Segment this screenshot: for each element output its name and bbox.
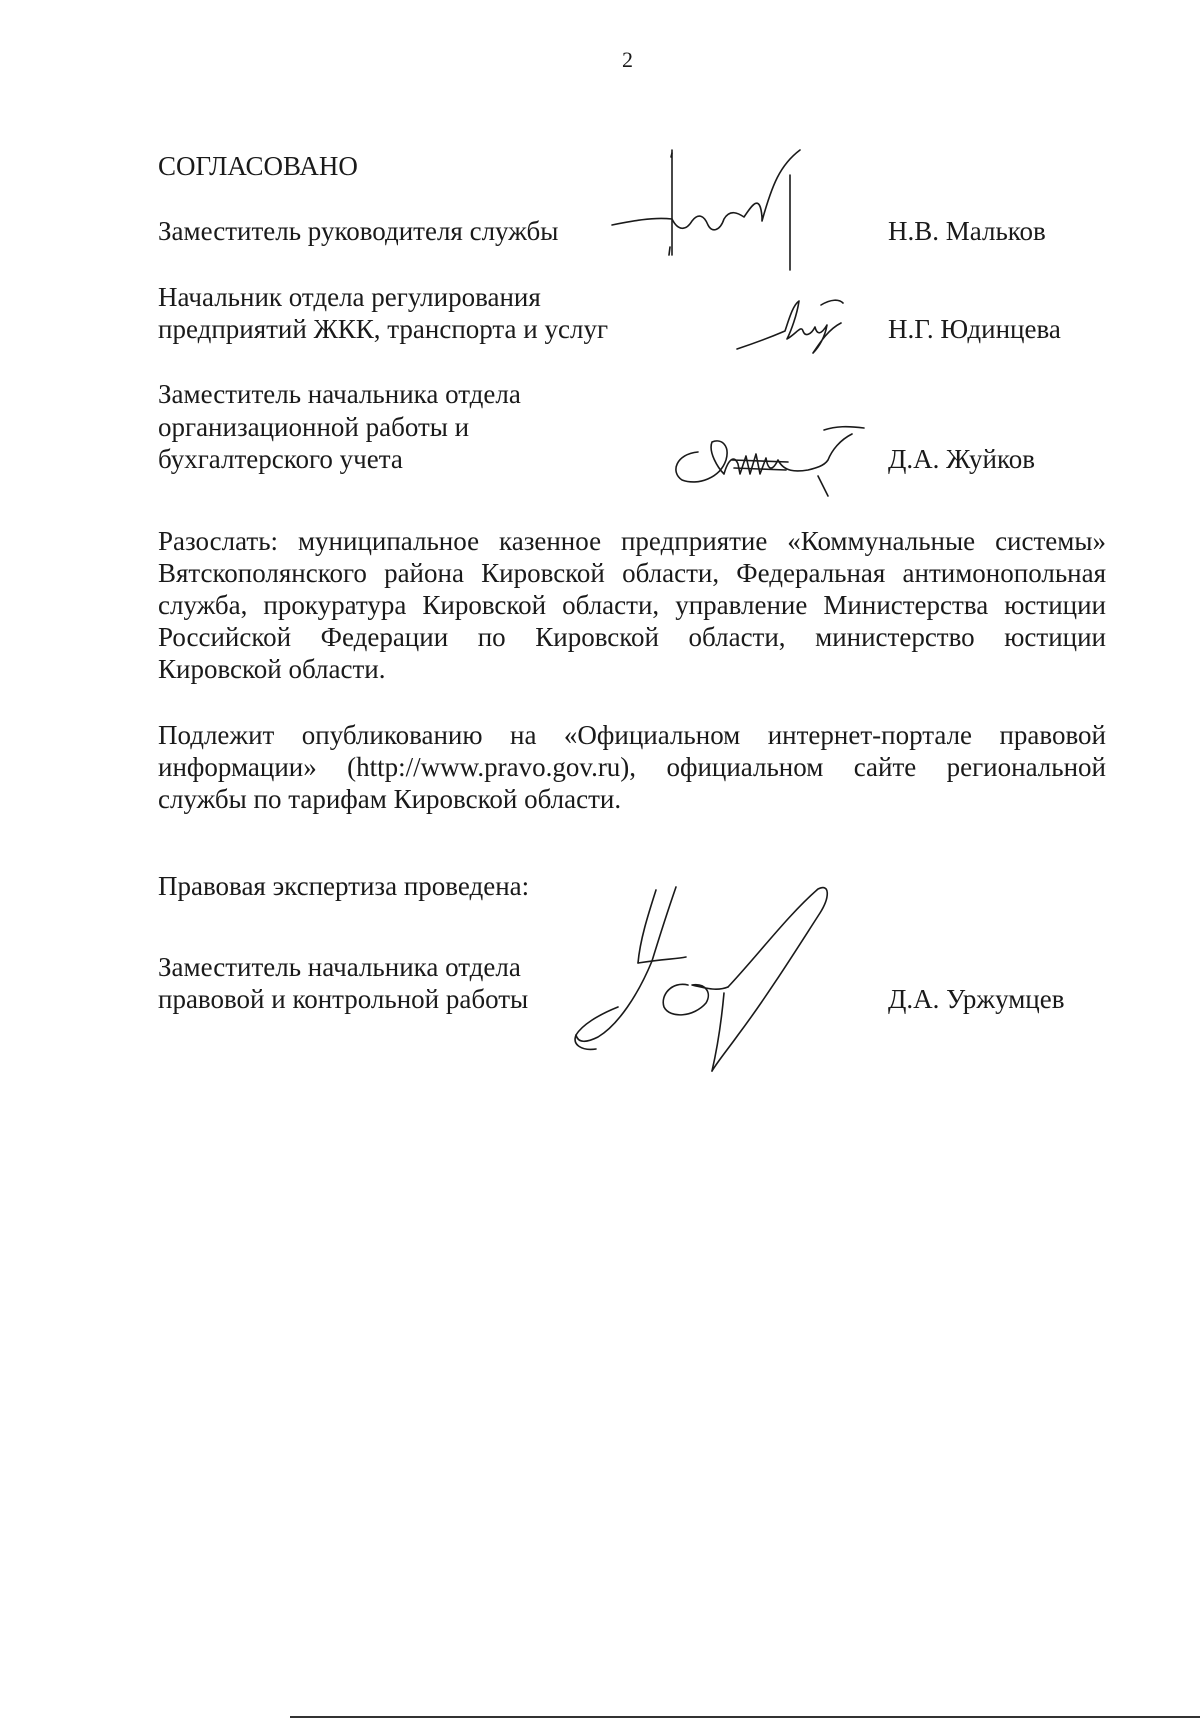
- distribution-paragraph: [158, 525, 1106, 685]
- signer-1-name: Н.В. Мальков: [888, 216, 1046, 246]
- bottom-rule: [290, 1716, 1200, 1718]
- legal-review-heading: Правовая экспертиза проведена:: [158, 871, 530, 901]
- signer-3-position-line-3: бухгалтерского учета: [158, 444, 403, 474]
- distribution-line: Вятскополянского района Кировской области, Федеральная антимонопольная: [158, 558, 1106, 588]
- signer-2-position-line-1: Начальник отдела регулирования: [158, 282, 541, 312]
- signer-2-position-line-2: предприятий ЖКК, транспорта и услуг: [158, 314, 609, 344]
- signer-1-position: Заместитель руководителя службы: [158, 216, 559, 246]
- legal-review-name: Д.А. Уржумцев: [888, 984, 1065, 1014]
- signer-3-position-line-2: организационной работы и: [158, 412, 470, 442]
- publication-line: службы по тарифам Кировской области.: [158, 784, 622, 814]
- approval-heading: СОГЛАСОВАНО: [158, 151, 358, 181]
- distribution-line: Российской Федерации по Кировской области, министерство юстиции: [158, 622, 1106, 652]
- distribution-line: Кировской области.: [158, 654, 386, 684]
- legal-review-position-line-1: Заместитель начальника отдела: [158, 952, 521, 982]
- legal-review-position-line-2: правовой и контрольной работы: [158, 984, 529, 1014]
- distribution-line: служба, прокуратура Кировской области, управление Министерства юстиции: [158, 590, 1106, 620]
- publication-line: информации» (http://www.pravo.gov.ru), официальном сайте региональной: [158, 752, 1106, 782]
- signature-urzhumtsev: [568, 885, 858, 1075]
- page-number: 2: [622, 47, 633, 72]
- publication-paragraph: [158, 719, 1106, 815]
- signature-zhuykov: [668, 420, 888, 500]
- signer-3-name: Д.А. Жуйков: [888, 444, 1035, 474]
- signature-malkov: [612, 145, 822, 275]
- signer-2-name: Н.Г. Юдинцева: [888, 314, 1061, 344]
- signer-3-position-line-1: Заместитель начальника отдела: [158, 379, 521, 409]
- distribution-line: Разослать: муниципальное казенное предприятие «Коммунальные системы»: [158, 526, 1106, 556]
- publication-line: Подлежит опубликованию на «Официальном интернет-портале правовой: [158, 720, 1106, 750]
- signature-yudintseva: [735, 295, 845, 355]
